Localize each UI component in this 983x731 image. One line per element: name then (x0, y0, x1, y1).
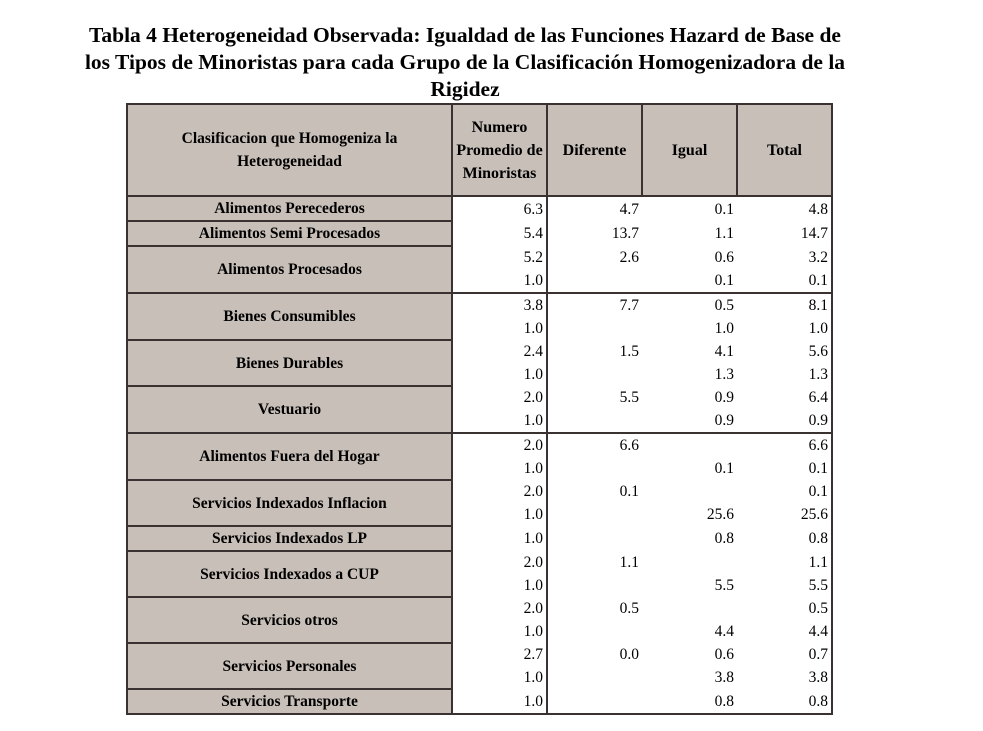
cell-diferente: 5.5 (619, 389, 639, 406)
cell-diferente: 1.5 (619, 343, 639, 360)
cell-igual: 0.1 (714, 272, 734, 289)
row-label: Alimentos Procesados (127, 246, 452, 293)
cell-numero: 3.8 (452, 293, 547, 317)
cell-diferente (547, 317, 642, 340)
cell-igual: 3.8 (714, 669, 734, 686)
row-label: Servicios Indexados LP (127, 526, 452, 551)
cell-diferente: 7.7 (547, 293, 642, 317)
title-line-3: Rigidez (430, 77, 500, 101)
cell-diferente (547, 409, 642, 433)
cell-total: 8.1 (737, 293, 832, 317)
cell-total: 0.1 (737, 480, 832, 503)
cell-total: 4.8 (737, 196, 832, 221)
cell-total: 0.1 (737, 457, 832, 480)
cell-total: 5.5 (737, 574, 832, 597)
cell-total: 1.3 (737, 363, 832, 386)
table-row (127, 340, 832, 363)
cell-numero: 2.4 (452, 340, 547, 363)
cell-numero: 6.3 (452, 196, 547, 221)
table-row (127, 221, 832, 246)
cell-diferente: 13.7 (611, 225, 639, 242)
header-igual: Igual (642, 104, 737, 196)
cell-numero: 1.0 (452, 363, 547, 386)
cell-numero: 2.0 (452, 551, 547, 574)
cell-total: 5.6 (737, 340, 832, 363)
cell-total: 1.1 (737, 551, 832, 574)
title-line-2: los Tipos de Minoristas para cada Grupo de la Clasificación Homogenizadora de la (84, 50, 846, 74)
hazard-table (126, 103, 833, 715)
cell-igual: 0.8 (714, 530, 734, 547)
cell-total: 0.8 (737, 526, 832, 551)
cell-numero: 1.0 (452, 620, 547, 643)
cell-numero: 2.0 (452, 597, 547, 620)
cell-igual: 1.1 (714, 225, 734, 242)
cell-numero: 5.2 (452, 246, 547, 269)
title-line-1: Tabla 4 Heterogeneidad Observada: Igualdad de las Funciones Hazard de Base de (89, 23, 841, 47)
row-label: Servicios Personales (127, 643, 452, 689)
table-row (127, 386, 832, 409)
cell-numero: 1.0 (452, 269, 547, 293)
cell-diferente (547, 526, 642, 551)
cell-igual (642, 551, 737, 574)
table-row (127, 246, 832, 269)
table-row (127, 433, 832, 457)
cell-diferente: 6.6 (547, 433, 642, 457)
table-row (127, 293, 832, 317)
cell-total: 0.9 (737, 409, 832, 433)
header-total: Total (737, 104, 832, 196)
cell-igual: 0.8 (642, 689, 737, 714)
row-label: Alimentos Perecederos (127, 196, 452, 221)
cell-diferente (547, 689, 642, 714)
cell-igual: 25.6 (706, 506, 734, 523)
cell-numero: 1.0 (452, 689, 547, 714)
cell-total: 0.1 (737, 269, 832, 293)
table-body (127, 196, 832, 714)
cell-numero: 2.0 (452, 433, 547, 457)
cell-numero: 1.0 (452, 409, 547, 433)
cell-numero: 2.7 (452, 643, 547, 666)
cell-igual: 0.1 (714, 460, 734, 477)
table-row (127, 551, 832, 574)
header-diferente: Diferente (547, 104, 642, 196)
cell-total: 3.8 (737, 666, 832, 689)
cell-igual: 0.9 (714, 389, 734, 406)
cell-diferente (547, 503, 642, 526)
cell-igual (642, 433, 737, 457)
cell-diferente (547, 666, 642, 689)
row-label: Alimentos Fuera del Hogar (127, 433, 452, 480)
cell-igual (642, 597, 737, 620)
cell-numero: 1.0 (452, 666, 547, 689)
cell-numero: 1.0 (452, 503, 547, 526)
cell-numero: 1.0 (452, 317, 547, 340)
table-row (127, 526, 832, 551)
table-row (127, 480, 832, 503)
row-label: Alimentos Semi Procesados (127, 221, 452, 246)
cell-igual (642, 480, 737, 503)
cell-total: 0.7 (737, 643, 832, 666)
cell-diferente: 4.7 (547, 196, 642, 221)
cell-diferente: 2.6 (619, 249, 639, 266)
cell-diferente (547, 363, 642, 386)
cell-numero: 1.0 (452, 574, 547, 597)
cell-diferente (547, 269, 642, 293)
cell-total: 3.2 (737, 246, 832, 269)
cell-igual: 0.6 (714, 249, 734, 266)
cell-diferente: 0.1 (619, 483, 639, 500)
cell-numero: 2.0 (452, 386, 547, 409)
cell-numero: 5.4 (452, 221, 547, 246)
table-row (127, 643, 832, 666)
cell-igual: 0.1 (642, 196, 737, 221)
cell-diferente: 1.1 (619, 554, 639, 571)
row-label: Servicios Transporte (127, 689, 452, 714)
cell-total: 4.4 (737, 620, 832, 643)
cell-numero: 1.0 (452, 526, 547, 551)
cell-igual: 0.6 (714, 646, 734, 663)
cell-numero: 1.0 (452, 457, 547, 480)
cell-diferente: 0.5 (619, 600, 639, 617)
cell-igual: 5.5 (714, 577, 734, 594)
cell-total: 6.4 (737, 386, 832, 409)
table-row (127, 597, 832, 620)
table-row (127, 196, 832, 221)
cell-diferente: 0.0 (619, 646, 639, 663)
cell-igual: 4.1 (714, 343, 734, 360)
header-row (127, 104, 832, 196)
row-label: Servicios Indexados a CUP (127, 551, 452, 597)
row-label: Servicios otros (127, 597, 452, 643)
row-label: Vestuario (127, 386, 452, 433)
header-clasificacion: Clasificacion que Homogeniza la Heterogeneidad (127, 104, 452, 196)
table-title (0, 22, 930, 103)
cell-total: 0.5 (737, 597, 832, 620)
cell-total: 14.7 (737, 221, 832, 246)
cell-igual: 0.5 (642, 293, 737, 317)
cell-igual: 1.0 (714, 320, 734, 337)
table-row (127, 689, 832, 714)
row-label: Bienes Consumibles (127, 293, 452, 340)
row-label: Servicios Indexados Inflacion (127, 480, 452, 526)
cell-igual: 1.3 (714, 366, 734, 383)
row-label: Bienes Durables (127, 340, 452, 386)
header-numero: Numero Promedio de Minoristas (452, 104, 547, 196)
cell-diferente (547, 574, 642, 597)
cell-igual: 0.9 (714, 412, 734, 429)
cell-igual: 4.4 (714, 623, 734, 640)
cell-total: 25.6 (737, 503, 832, 526)
cell-total: 1.0 (737, 317, 832, 340)
cell-numero: 2.0 (452, 480, 547, 503)
cell-diferente (547, 620, 642, 643)
cell-total: 0.8 (737, 689, 832, 714)
cell-diferente (547, 457, 642, 480)
cell-total: 6.6 (737, 433, 832, 457)
